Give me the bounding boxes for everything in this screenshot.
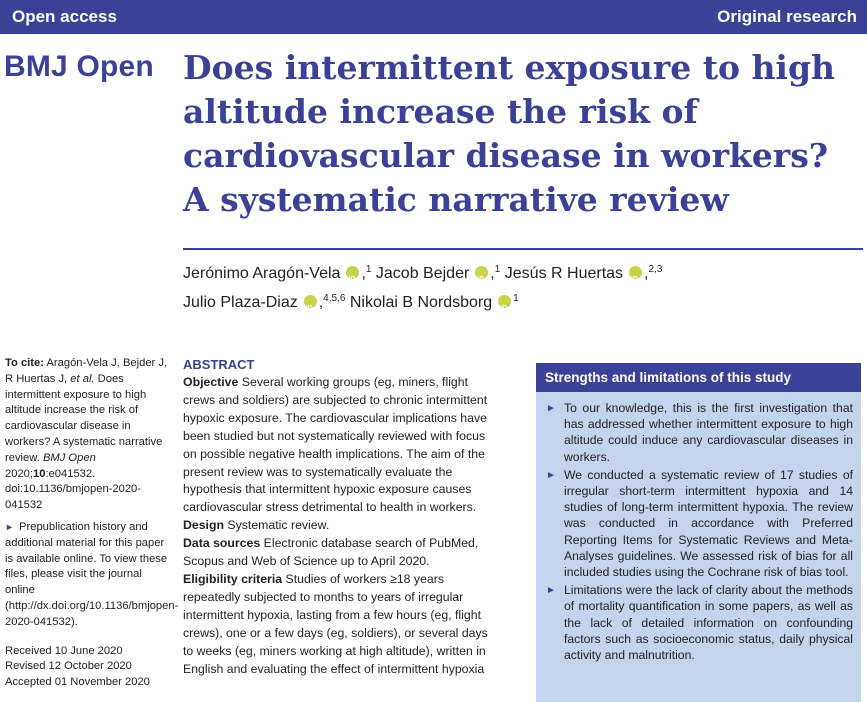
article-title: Does intermittent exposure to high altitude increase the risk of cardiovascular disease in workers? A systematic narrative review	[183, 48, 836, 219]
triangle-bullet-icon: ►	[546, 403, 556, 414]
author-name[interactable]: Jesús R Huertas	[504, 265, 624, 282]
title-divider	[183, 248, 863, 250]
author-name[interactable]: Jerónimo Aragón-Vela	[183, 265, 341, 282]
author-line-1: Jerónimo Aragón-VelaiD ,$^1$ Jacob BejderiD ,$^1$ Jesús R HuertasiD ,$^{2,3}$	[183, 257, 863, 286]
author-list	[183, 257, 863, 315]
abstract-section	[183, 356, 499, 678]
eligibility-text: Studies of workers ≥18 years repeatedly subjected to months to years of irregular intermittent hypoxia, lasting from a few hours (eg, flight crews), one or a few days (eg, soldiers), or several days to weeks (eg, miners working at high altitude), written in English and evaluating the effect of intermittent hypoxia	[183, 571, 488, 676]
author-affiliation: 1	[513, 293, 519, 304]
abstract-design	[183, 517, 499, 535]
prepublication-note	[5, 520, 179, 631]
cite-etal: et al.	[70, 372, 95, 385]
list-item	[544, 467, 853, 580]
abstract-eligibility	[183, 571, 499, 678]
triangle-bullet-icon: ►	[5, 521, 14, 532]
list-item	[544, 582, 853, 663]
strengths-limitations-box	[536, 363, 861, 702]
design-label: Design	[183, 518, 224, 533]
strengths-box-title: Strengths and limitations of this study	[536, 363, 861, 392]
list-item	[544, 400, 853, 465]
list-item-text: To our knowledge, this is the first investigation that has addressed whether intermittent exposure to high altitude could induce any cardiovascular diseases in workers.	[564, 401, 853, 464]
author-line-2: Julio Plaza-DiaziD ,$^{4,5,6}$ Nikolai B NordsborgiD $^1$	[183, 286, 863, 315]
list-item-text: Limitations were the lack of clarity about the methods of mortality quantification in some papers, as well as the lack of detailed information on confounding factors such as socioeconomic status, daily physical activity and malnutrition.	[564, 583, 853, 663]
prepublication-text[interactable]: Prepublication history and additional material for this paper is available online. To view these files, please visit the journal online (http://dx.doi.org/10.1136/bmjopen-2020-041532).	[5, 520, 179, 628]
orcid-icon[interactable]	[346, 266, 359, 279]
orcid-icon[interactable]	[629, 266, 642, 279]
orcid-icon[interactable]	[475, 266, 488, 279]
eligibility-label: Eligibility criteria	[183, 571, 283, 586]
cite-volume: 10	[33, 467, 46, 480]
author-affiliation: 1	[365, 264, 372, 275]
revised-date: Revised 12 October 2020	[5, 660, 132, 673]
author-affiliation: 4,5,6	[323, 293, 346, 304]
author-name[interactable]: Jacob Bejder	[375, 265, 470, 282]
list-item-text: We conducted a systematic review of 17 studies of irregular short-term intermittent hypoxia and 14 studies of long-term intermittent hypoxia. The review was conducted in accordance with Preferred Reporting Items for Systematic Reviews and Meta-Analyses guidelines. We assessed risk of bias for all included studies using the Cochrane risk of bias tool.	[564, 467, 853, 580]
citation-block	[5, 356, 170, 514]
received-date: Received 10 June 2020	[5, 644, 123, 657]
sources-label: Data sources	[183, 536, 261, 551]
top-banner	[0, 0, 867, 34]
cite-title: Does intermittent exposure to high altitude increase the risk of cardiovascular disease in workers? A systematic narrative review.	[5, 372, 163, 464]
strengths-list	[536, 392, 861, 663]
cite-year: 2020;	[5, 467, 33, 480]
journal-logo: BMJ Open	[4, 50, 154, 83]
author-name[interactable]: Nikolai B Nordsborg	[349, 294, 493, 311]
open-access-label: Open access	[12, 7, 117, 26]
orcid-icon[interactable]	[498, 295, 511, 308]
objective-text: Several working groups (eg, miners, flight crews and soldiers) are subjected to chronic intermittent hypoxic exposure. The cardiovascular implications have been studied but not systematically reviewed with focus on possible negative health implications. The aim of the present review was to systematically evaluate the hypothesis that intermittent hypoxic exposure causes cardiovascular stress detrimental to health in workers.	[183, 375, 488, 515]
author-affiliation: 2,3	[648, 264, 663, 275]
article-type-label: Original research	[717, 7, 857, 26]
abstract-sources	[183, 535, 499, 571]
triangle-bullet-icon: ►	[546, 469, 556, 481]
author-affiliation: 1	[494, 264, 501, 275]
accepted-date: Accepted 01 November 2020	[5, 676, 150, 689]
cite-label: To cite:	[5, 357, 44, 369]
cite-authors: Aragón-Vela J, Bejder J, R Huertas J,	[5, 357, 168, 385]
citation-sidebar	[5, 356, 179, 691]
sources-text: Electronic database search of PubMed, Scopus and Web of Science up to April 2020.	[183, 536, 479, 569]
triangle-bullet-icon: ►	[546, 585, 556, 597]
author-name[interactable]: Julio Plaza-Diaz	[183, 294, 298, 311]
cite-doi[interactable]: :e041532. doi:10.1136/bmjopen-2020-041532	[5, 467, 142, 512]
design-text: Systematic review.	[227, 518, 330, 533]
orcid-icon[interactable]	[304, 295, 317, 308]
abstract-heading: ABSTRACT	[183, 357, 255, 372]
history-dates	[5, 644, 170, 691]
objective-label: Objective	[183, 375, 239, 389]
cite-journal: BMJ Open	[42, 451, 96, 464]
abstract-objective	[183, 374, 499, 517]
